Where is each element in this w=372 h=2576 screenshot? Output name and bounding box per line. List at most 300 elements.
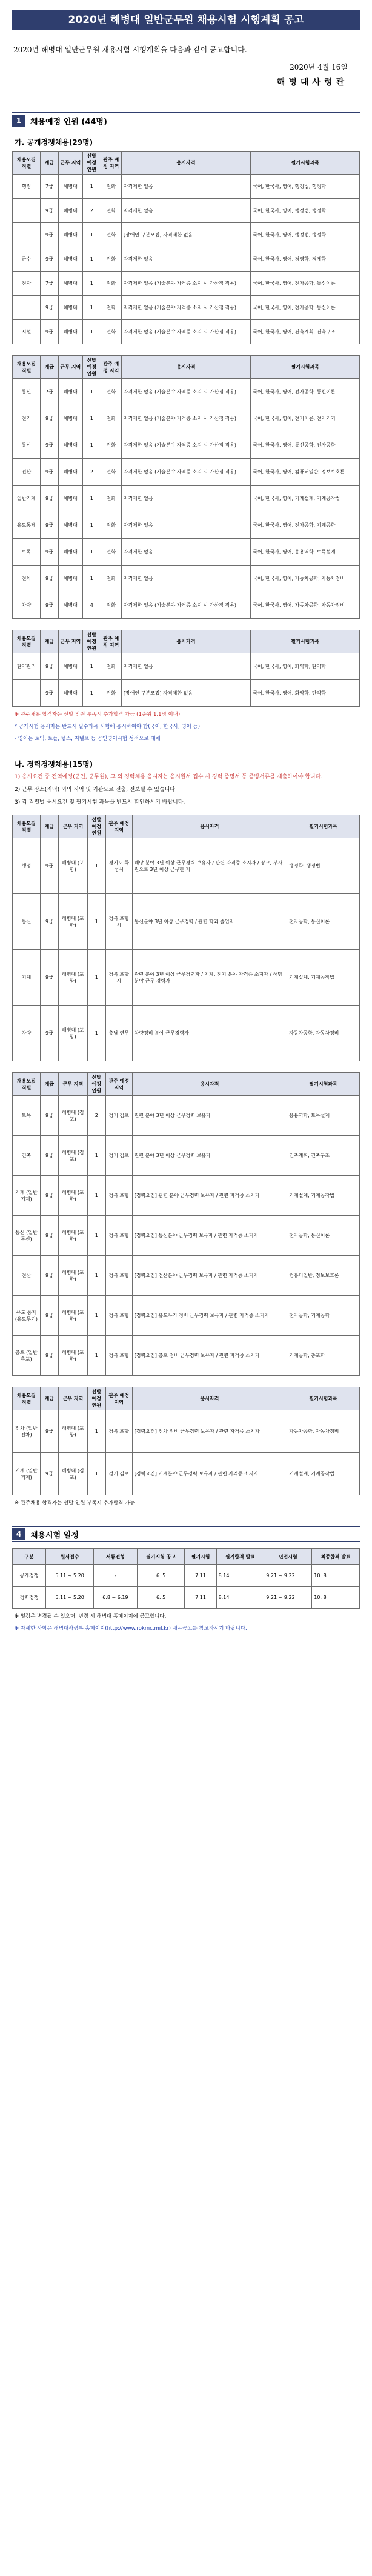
col-header: 필기시험과목 [287,815,360,838]
table-cell: 행정 [13,175,41,199]
table-cell: 자격제한 없음 (기술분야 자격증 소지 시 가산점 적용) [121,320,251,344]
table-cell: 전화 [101,199,121,223]
table-cell: 전산 [13,1256,41,1296]
table-cell: 자동차공학, 자동차정비 [287,1410,360,1453]
table-cell: 해병대 (포항) [58,1256,87,1296]
table-cell: 1 [87,1136,105,1176]
table-cell: 전화 [101,512,121,539]
table-cell: 전자공학, 기계공학 [287,1296,360,1336]
table-cell: 해병대 [58,459,82,486]
table-row [13,1136,360,1176]
table-cell: [경력요건] 총포 정비 근무경력 보유자 / 관련 자격증 소지자 [132,1336,287,1376]
table-cell [13,680,41,707]
table-cell: 응용역학, 토목설계 [287,1096,360,1136]
table-cell: 1 [82,379,101,405]
table-cell: 9급 [40,320,58,344]
table-cell: 9.21 ~ 9.22 [264,1587,312,1609]
table-cell: 해병대 [58,272,82,296]
col-header: 관주 예정 지역 [101,152,121,175]
table-cell: [경력요건] 관련 분야 근무경력 보유자 / 관련 자격증 소지자 [132,1176,287,1216]
table-cell: 경북 포항 [105,1296,132,1336]
col-header: 응시자격 [132,815,287,838]
table-cell: 해병대 (포항) [58,894,87,950]
table-cell: 자격제한 없음 (기술분야 자격증 소지 시 가산점 적용) [121,405,251,432]
table-cell: 기계설계, 기계공작법 [287,1176,360,1216]
table-cell: 9급 [40,247,58,272]
table-cell: 차량 [13,592,41,619]
table-cell: 전화 [101,459,121,486]
table-cell: 전기 [13,405,41,432]
table-cell: 해병대 [58,247,82,272]
table-cell: 해병대 (포항) [58,1410,87,1453]
table-cell: 1 [87,1453,105,1495]
table-cell: 9급 [40,566,58,592]
table-cell: 해병대 (포항) [58,1176,87,1216]
table-cell: 1 [82,223,101,247]
table-cell: 국어, 한국사, 영어, 전자공학, 통신이론 [251,379,360,405]
table-cell: 국어, 한국사, 영어, 경영학, 경제학 [251,247,360,272]
col-header: 서류전형 [94,1549,138,1565]
table-cell: 9급 [40,1216,58,1256]
table-cell: 5.11 ~ 5.20 [46,1565,94,1587]
table-cell: 행정학, 행정법 [287,838,360,894]
table-cell: 9급 [40,592,58,619]
table-cell: 경북 포항 [105,1216,132,1256]
table-cell: 자동차공학, 자동차정비 [287,1006,360,1061]
table-row [13,1296,360,1336]
table-cell: 해병대 [58,223,82,247]
table-cell: 1 [82,247,101,272]
table-cell: 경기 김포 [105,1453,132,1495]
table-cell: 국어, 한국사, 영어, 전자공학, 기계공학 [251,512,360,539]
table-cell: 해병대 (김포) [58,1453,87,1495]
table-cell: 1 [82,512,101,539]
table-cell: 전화 [101,272,121,296]
col-header: 선발 예정 인원 [82,356,101,379]
table-row [13,272,360,296]
table-row [13,1216,360,1256]
table-cell: 자격제한 없음 [121,653,251,680]
table-cell: 건축 [13,1136,41,1176]
table-cell: 8.14 [216,1587,264,1609]
col-header: 근무 지역 [58,630,82,653]
table-row [13,296,360,320]
table-cell: 전화 [101,592,121,619]
table-cell: 국어, 한국사, 영어, 화약학, 탄약학 [251,653,360,680]
career-recruit-table [12,815,360,1061]
table-cell: 1 [87,1216,105,1256]
table-row [13,175,360,199]
table-cell: 해병대 [58,175,82,199]
table-cell: 9급 [40,405,58,432]
table-cell: 1 [82,320,101,344]
col-header: 필기합격 발표 [216,1549,264,1565]
table-row [13,512,360,539]
col-header: 관주 예정 지역 [101,356,121,379]
table-cell: 7급 [40,272,58,296]
table-row [13,592,360,619]
table-cell: 전화 [101,432,121,459]
table-row [13,1565,360,1587]
table-cell: 자격제한 없음 [121,175,251,199]
table-cell: 국어, 한국사, 영어, 통신공학, 전자공학 [251,432,360,459]
table-cell: 컴퓨터일반, 정보보호론 [287,1256,360,1296]
table-cell: 국어, 한국사, 영어, 전자공학, 통신이론 [251,272,360,296]
issuing-org: 해병대사령관 [276,78,348,87]
table-cell: 전자공학, 통신이론 [287,1216,360,1256]
col-header: 관주 예정 지역 [101,630,121,653]
table-cell: 관련 분야 3년 이상 근무경력 보유자 [132,1136,287,1176]
table-cell: 해병대 [58,539,82,566]
col-header: 선발 예정 인원 [87,1073,105,1096]
table-cell: 1 [87,1256,105,1296]
table-cell: 국어, 한국사, 영어, 전기이론, 전기기기 [251,405,360,432]
table-cell: 군수 [13,247,41,272]
table-cell: 공개경쟁 [13,1565,46,1587]
table-cell: 기계 [13,950,41,1006]
table-cell: 통신 [13,894,41,950]
table-cell: 해병대 [58,432,82,459]
table-cell: 7.11 [185,1565,216,1587]
table-cell: 9급 [40,432,58,459]
table-cell: 자격제한 없음 [121,247,251,272]
table-cell: 9급 [40,1336,58,1376]
table-cell: 자격제한 없음 (기술분야 자격증 소지 시 가산점 적용) [121,592,251,619]
table-row [13,459,360,486]
table-cell: 관련 분야 3년 이상 근무경력자 / 기계, 전기 분야 자격증 소지자 / 해당 분야 근무 경력자 [132,950,287,1006]
schedule-table [12,1548,360,1609]
col-header: 채용모집 직렬 [13,1073,41,1096]
table-cell: 해병대 [58,512,82,539]
table-cell: 전화 [101,247,121,272]
table-cell: 1 [82,486,101,512]
table-cell: 1 [82,432,101,459]
col-header: 선발 예정 인원 [87,1387,105,1410]
table-cell: 9급 [40,296,58,320]
table-cell: 9급 [40,1410,58,1453]
table-row [13,199,360,223]
col-header: 근무 지역 [58,1387,87,1410]
open-recruit-heading: 가. 공개경쟁채용(29명) [15,138,93,147]
table-cell: 전화 [101,379,121,405]
table-cell: 전자 [13,272,41,296]
table-cell: 9급 [40,486,58,512]
table-cell: 유도 통제 (유도무기) [13,1296,41,1336]
table-cell: 자격제한 없음 [121,512,251,539]
col-header: 채용모집 직렬 [13,630,41,653]
table-cell: 전자공학, 통신이론 [287,894,360,950]
table-row [13,379,360,405]
table-cell: 경북 포항 [105,1410,132,1453]
table-cell: 전화 [101,566,121,592]
note-line: ※ 일정은 변경될 수 있으며, 변경 시 해병대 홈페이지에 공고합니다. [15,1613,167,1620]
table-row [13,566,360,592]
table-cell: 시설 [13,320,41,344]
table-cell: 통신 [13,432,41,459]
table-cell: 1 [87,838,105,894]
table-cell: 경기 김포 [105,1136,132,1176]
table-cell: 전화 [101,296,121,320]
table-cell: 9급 [40,1136,58,1176]
table-cell: 1 [82,272,101,296]
table-row [13,680,360,707]
table-cell: 1 [87,1296,105,1336]
table-cell: - [94,1565,138,1587]
career-para: 1) 응시요건 중 전역예정(군인, 군무원), 그 외 경력채용 응시자는 응시원서 접수 시 경력 증명서 등 증빙서류를 제출하여야 합니다. [15,774,323,780]
table-row [13,432,360,459]
table-cell: 기계 (일반기계) [13,1176,41,1216]
table-cell: 9급 [40,512,58,539]
table-cell: 2 [87,1096,105,1136]
table-cell: 9급 [40,1176,58,1216]
table-cell: 기계설계, 기계공작법 [287,950,360,1006]
table-row [13,223,360,247]
table-cell: 1 [82,175,101,199]
col-header: 근무 지역 [58,152,82,175]
table-cell: 해병대 [58,320,82,344]
career-recruit-table-2 [12,1072,360,1376]
table-cell: 전화 [101,223,121,247]
table-cell: 해병대 (포항) [58,950,87,1006]
table-cell: 1 [87,894,105,950]
table-cell: 1 [87,1410,105,1453]
table-cell: 일반기계 [13,486,41,512]
table-cell: 기계설계, 기계공작법 [287,1453,360,1495]
table-cell: 9급 [40,459,58,486]
col-header: 필기시험과목 [251,630,360,653]
table-cell: 기계공학, 총포학 [287,1336,360,1376]
table-cell: 전화 [101,680,121,707]
table-cell: 국어, 한국사, 영어, 행정법, 행정학 [251,223,360,247]
table-row [13,653,360,680]
table-cell: 전차 [13,566,41,592]
table-cell: 1 [82,539,101,566]
table-cell: 유도통제 [13,512,41,539]
col-header: 관주 예정 지역 [105,1073,132,1096]
table-cell: 해병대 [58,592,82,619]
col-header: 계급 [40,152,58,175]
col-header: 필기시험 [185,1549,216,1565]
table-cell: 1 [87,1336,105,1376]
table-cell: 7급 [40,175,58,199]
table-cell: 자격제한 없음 [121,539,251,566]
table-cell: 9급 [40,1256,58,1296]
table-cell: 해병대 [58,379,82,405]
table-cell: 9급 [40,653,58,680]
table-cell: 8.14 [216,1565,264,1587]
intro-text: 2020년 해병대 일반군무원 채용시험 시행계획을 다음과 같이 공고합니다. [13,45,247,54]
table-cell: 9급 [40,1006,58,1061]
table-cell: 자격제한 없음 (기술분야 자격증 소지 시 가산점 적용) [121,459,251,486]
col-header: 응시자격 [121,630,251,653]
table-cell: 기계 (일반기계) [13,1453,41,1495]
table-cell: 해병대 [58,653,82,680]
table-cell: 경북 포항 [105,1256,132,1296]
section-number: 4 [12,1528,25,1540]
table-cell: 1 [87,1176,105,1216]
open-recruit-table-2 [12,355,360,619]
col-header: 관주 예정 지역 [105,815,132,838]
table-cell: 5.11 ~ 5.20 [46,1587,94,1609]
announcement-date: 2020년 4월 16일 [290,63,348,72]
career-para: 3) 각 직렬별 응시요건 및 필기시험 과목을 반드시 확인하시기 바랍니다. [15,799,185,806]
col-header: 응시자격 [121,152,251,175]
table-cell: 해병대 (포항) [58,838,87,894]
col-header: 계급 [40,815,58,838]
col-header: 근무 지역 [58,815,87,838]
table-cell: 전화 [101,320,121,344]
section-title: 채용시험 일정 [30,1530,79,1540]
table-cell: 경북 포항시 [105,950,132,1006]
table-cell: 전화 [101,653,121,680]
col-header: 근무 지역 [58,356,82,379]
table-cell: 전화 [101,539,121,566]
table-cell: 해병대 (포항) [58,1296,87,1336]
col-header: 계급 [40,1073,58,1096]
table-cell: 경북 포항시 [105,894,132,950]
table-row [13,1006,360,1061]
col-header: 계급 [40,1387,58,1410]
table-row [13,1256,360,1296]
table-cell: 경기 김포 [105,1096,132,1136]
table-cell: 자격제한 없음 (기술분야 자격증 소지 시 가산점 적용) [121,296,251,320]
career-para: 2) 근무 장소(지역) 외의 지역 및 기관으로 전출, 전보될 수 있습니다. [15,787,177,793]
note-line: ※ 관주채용 합격자는 선발 인원 부족시 추가합격 가능 (1순위 1.1명 이내) [15,712,181,718]
table-cell: 총포 (일반총포) [13,1336,41,1376]
table-cell: 10. 8 [312,1565,360,1587]
col-header: 채용모집 직렬 [13,815,41,838]
table-cell: [경력요건] 통신분야 근무경력 보유자 / 관련 자격증 소지자 [132,1216,287,1256]
table-cell: 해병대 (김포) [58,1096,87,1136]
col-header: 채용모집 직렬 [13,356,41,379]
table-row [13,1453,360,1495]
table-cell: 행정 [13,838,41,894]
table-cell: 자격제한 없음 [121,486,251,512]
col-header: 필기시험과목 [287,1073,360,1096]
table-cell: 차량정비 분야 근무경력자 [132,1006,287,1061]
table-cell: 9급 [40,894,58,950]
note-line: ※ 관주채용 합격자는 선발 인원 부족시 추가합격 가능 [15,1500,135,1506]
table-cell: 1 [82,296,101,320]
table-cell: 통신분야 3년 이상 근무경력 / 관련 학과 졸업자 [132,894,287,950]
table-cell: 전차 (일반전차) [13,1410,41,1453]
table-cell: 건축계획, 건축구조 [287,1136,360,1176]
table-cell: 9급 [40,223,58,247]
table-cell [13,223,41,247]
table-cell: 해병대 [58,405,82,432]
table-cell: 9급 [40,838,58,894]
col-header: 구분 [13,1549,46,1565]
table-cell: 9급 [40,539,58,566]
table-cell: 해병대 [58,566,82,592]
table-cell: 통신 (일반통신) [13,1216,41,1256]
table-row [13,894,360,950]
table-cell: 6.8 ~ 6.19 [94,1587,138,1609]
table-cell: [장애인 구분모집] 자격제한 없음 [121,680,251,707]
table-cell: 전화 [101,486,121,512]
table-cell: 해병대 [58,486,82,512]
table-cell: 전화 [101,405,121,432]
col-header: 필기시험과목 [287,1387,360,1410]
career-recruit-heading: 나. 경력경쟁채용(15명) [15,760,93,769]
table-cell: [경력요건] 유도무기 정비 근무경력 보유자 / 관련 자격증 소지자 [132,1296,287,1336]
table-cell: 자격제한 없음 (기술분야 자격증 소지 시 가산점 적용) [121,432,251,459]
table-cell: 2 [82,199,101,223]
table-cell: 차량 [13,1006,41,1061]
table-cell: 자격제한 없음 [121,199,251,223]
table-cell: 국어, 한국사, 영어, 행정법, 행정학 [251,175,360,199]
table-row [13,838,360,894]
table-cell: 국어, 한국사, 영어, 자동차공학, 자동차정비 [251,592,360,619]
section-1-header [12,112,360,128]
table-cell: 9급 [40,1096,58,1136]
table-row [13,247,360,272]
table-cell: [장애인 구분모집] 자격제한 없음 [121,223,251,247]
table-row [13,486,360,512]
table-row [13,1410,360,1453]
table-cell: 토목 [13,1096,41,1136]
table-cell: 자격제한 없음 (기술분야 자격증 소지 시 가산점 적용) [121,272,251,296]
table-cell: 국어, 한국사, 영어, 건축계획, 건축구조 [251,320,360,344]
note-line: * 공개시험 응시자는 반드시 필수과목 시험에 응시하여야 함(국어, 한국사, 영어 등) [15,724,201,730]
col-header: 원서접수 [46,1549,94,1565]
col-header: 계급 [40,630,58,653]
col-header: 선발 예정 인원 [82,152,101,175]
table-cell: 국어, 한국사, 영어, 행정법, 행정학 [251,199,360,223]
table-cell: 1 [82,680,101,707]
table-cell: 7급 [40,379,58,405]
table-cell: 국어, 한국사, 영어, 화약학, 탄약학 [251,680,360,707]
table-cell [13,199,41,223]
col-header: 면접시험 [264,1549,312,1565]
col-header: 응시자격 [132,1073,287,1096]
table-cell: 해병대 [58,296,82,320]
table-cell: 토목 [13,539,41,566]
table-row [13,1096,360,1136]
col-header: 최종합격 발표 [312,1549,360,1565]
table-row [13,950,360,1006]
table-cell: 충남 연무 [105,1006,132,1061]
note-line: - 영어는 토익, 토플, 텝스, 지텔프 등 공인영어시험 성적으로 대체 [15,736,161,742]
open-recruit-table [12,151,360,344]
note-line: ※ 자세한 사항은 해병대사령부 홈페이지(http://www.rokmc.mil.kr) 채용공고를 참고하시기 바랍니다. [15,1626,247,1632]
table-cell: 7.11 [185,1587,216,1609]
table-cell: 해병대 (포항) [58,1336,87,1376]
table-cell: 10. 8 [312,1587,360,1609]
table-cell: 9급 [40,950,58,1006]
table-cell: 국어, 한국사, 영어, 응용역학, 토목설계 [251,539,360,566]
table-cell: [경력요건] 기계분야 근무경력 보유자 / 관련 자격증 소지자 [132,1453,287,1495]
table-cell: 해병대 [58,680,82,707]
table-row [13,1336,360,1376]
table-cell: 9급 [40,1296,58,1336]
table-cell: 2 [82,459,101,486]
col-header: 필기시험과목 [251,152,360,175]
col-header: 필기시험 공고 [137,1549,185,1565]
table-cell: 탄약관리 [13,653,41,680]
table-cell: 9.21 ~ 9.22 [264,1565,312,1587]
col-header: 응시자격 [132,1387,287,1410]
table-cell: 9급 [40,199,58,223]
section-4-header [12,1526,360,1542]
table-cell: 1 [82,653,101,680]
section-number: 1 [12,115,25,127]
col-header: 응시자격 [121,356,251,379]
table-cell: 경기도 화성시 [105,838,132,894]
table-cell: 관련 분야 3년 이상 근무경력 보유자 [132,1096,287,1136]
col-header: 필기시험과목 [251,356,360,379]
table-cell: [경력요건] 전차 정비 근무경력 보유자 / 관련 자격증 소지자 [132,1410,287,1453]
